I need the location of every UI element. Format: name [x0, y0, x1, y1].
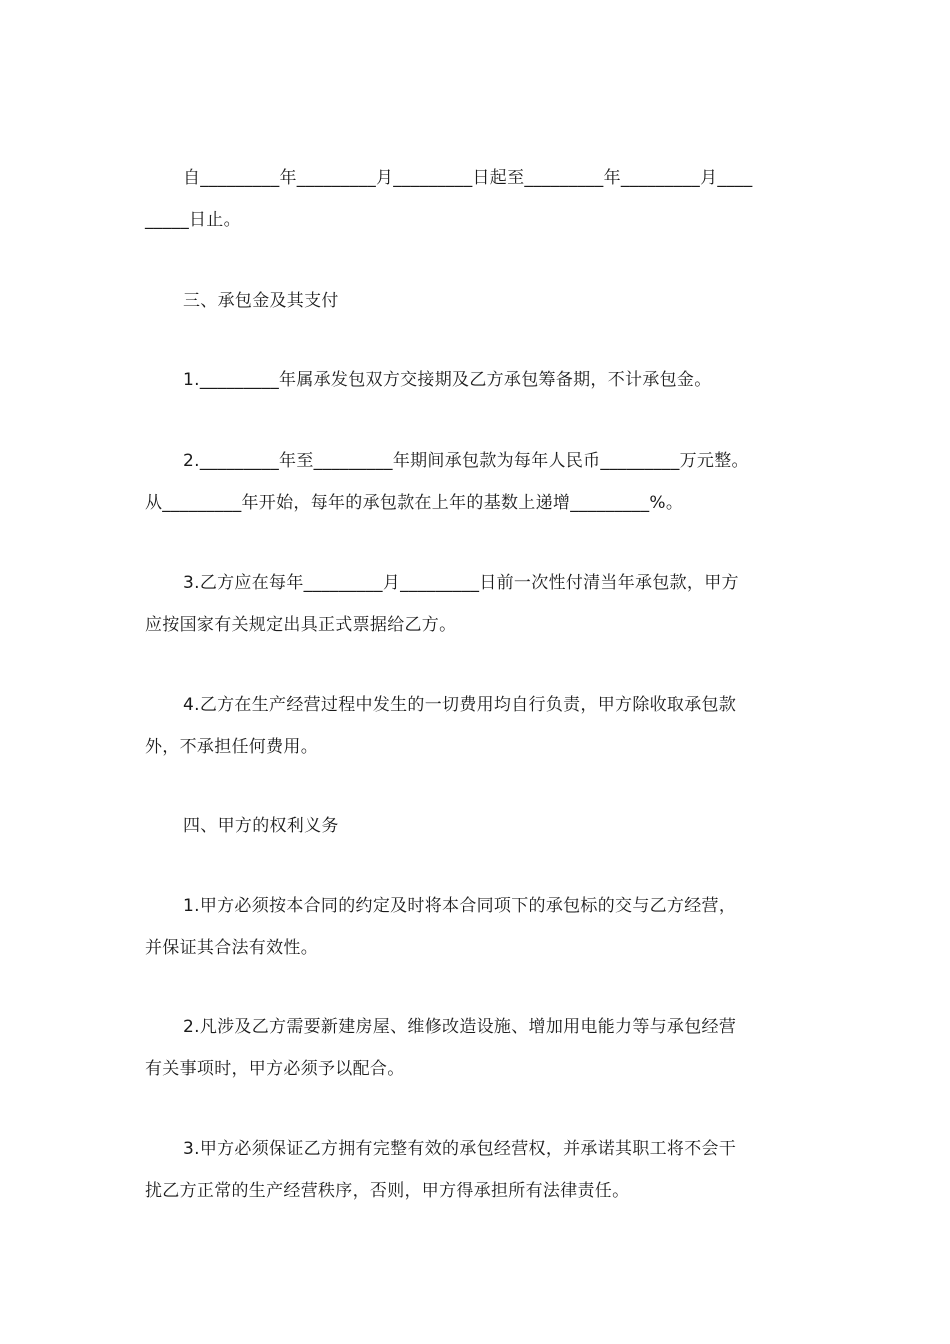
clause-4-2-cont: 有关事项时，甲方必须予以配合。: [145, 1059, 405, 1079]
clause-4-3-cont: 扰乙方正常的生产经营秩序，否则，甲方得承担所有法律责任。: [145, 1181, 630, 1201]
clause-4-1-cont: 并保证其合法有效性。: [145, 938, 318, 958]
section-heading-3: 三、承包金及其支付: [183, 291, 339, 311]
term-period-line: 自_________年_________月_________日起至_________年_________月____: [183, 168, 753, 188]
clause-3-4: 4.乙方在生产经营过程中发生的一切费用均自行负责，甲方除收取承包款: [183, 695, 737, 715]
clause-3-1: 1._________年属承发包双方交接期及乙方承包筹备期，不计承包金。: [183, 370, 712, 390]
clause-4-2: 2.凡涉及乙方需要新建房屋、维修改造设施、增加用电能力等与承包经营: [183, 1017, 737, 1037]
clause-4-1: 1.甲方必须按本合同的约定及时将本合同项下的承包标的交与乙方经营，: [183, 896, 737, 916]
clause-3-3: 3.乙方应在每年_________月_________日前一次性付清当年承包款，甲方: [183, 573, 739, 593]
clause-3-2: 2._________年至_________年期间承包款为每年人民币_________万元整。: [183, 451, 749, 471]
clause-4-3: 3.甲方必须保证乙方拥有完整有效的承包经营权，并承诺其职工将不会干: [183, 1139, 737, 1159]
clause-3-4-cont: 外，不承担任何费用。: [145, 737, 318, 757]
clause-3-2-cont: 从_________年开始，每年的承包款在上年的基数上递增_________%。: [145, 493, 684, 513]
term-period-line-cont: _____日止。: [145, 210, 241, 230]
clause-3-3-cont: 应按国家有关规定出具正式票据给乙方。: [145, 615, 457, 635]
section-heading-4: 四、甲方的权利义务: [183, 816, 339, 836]
